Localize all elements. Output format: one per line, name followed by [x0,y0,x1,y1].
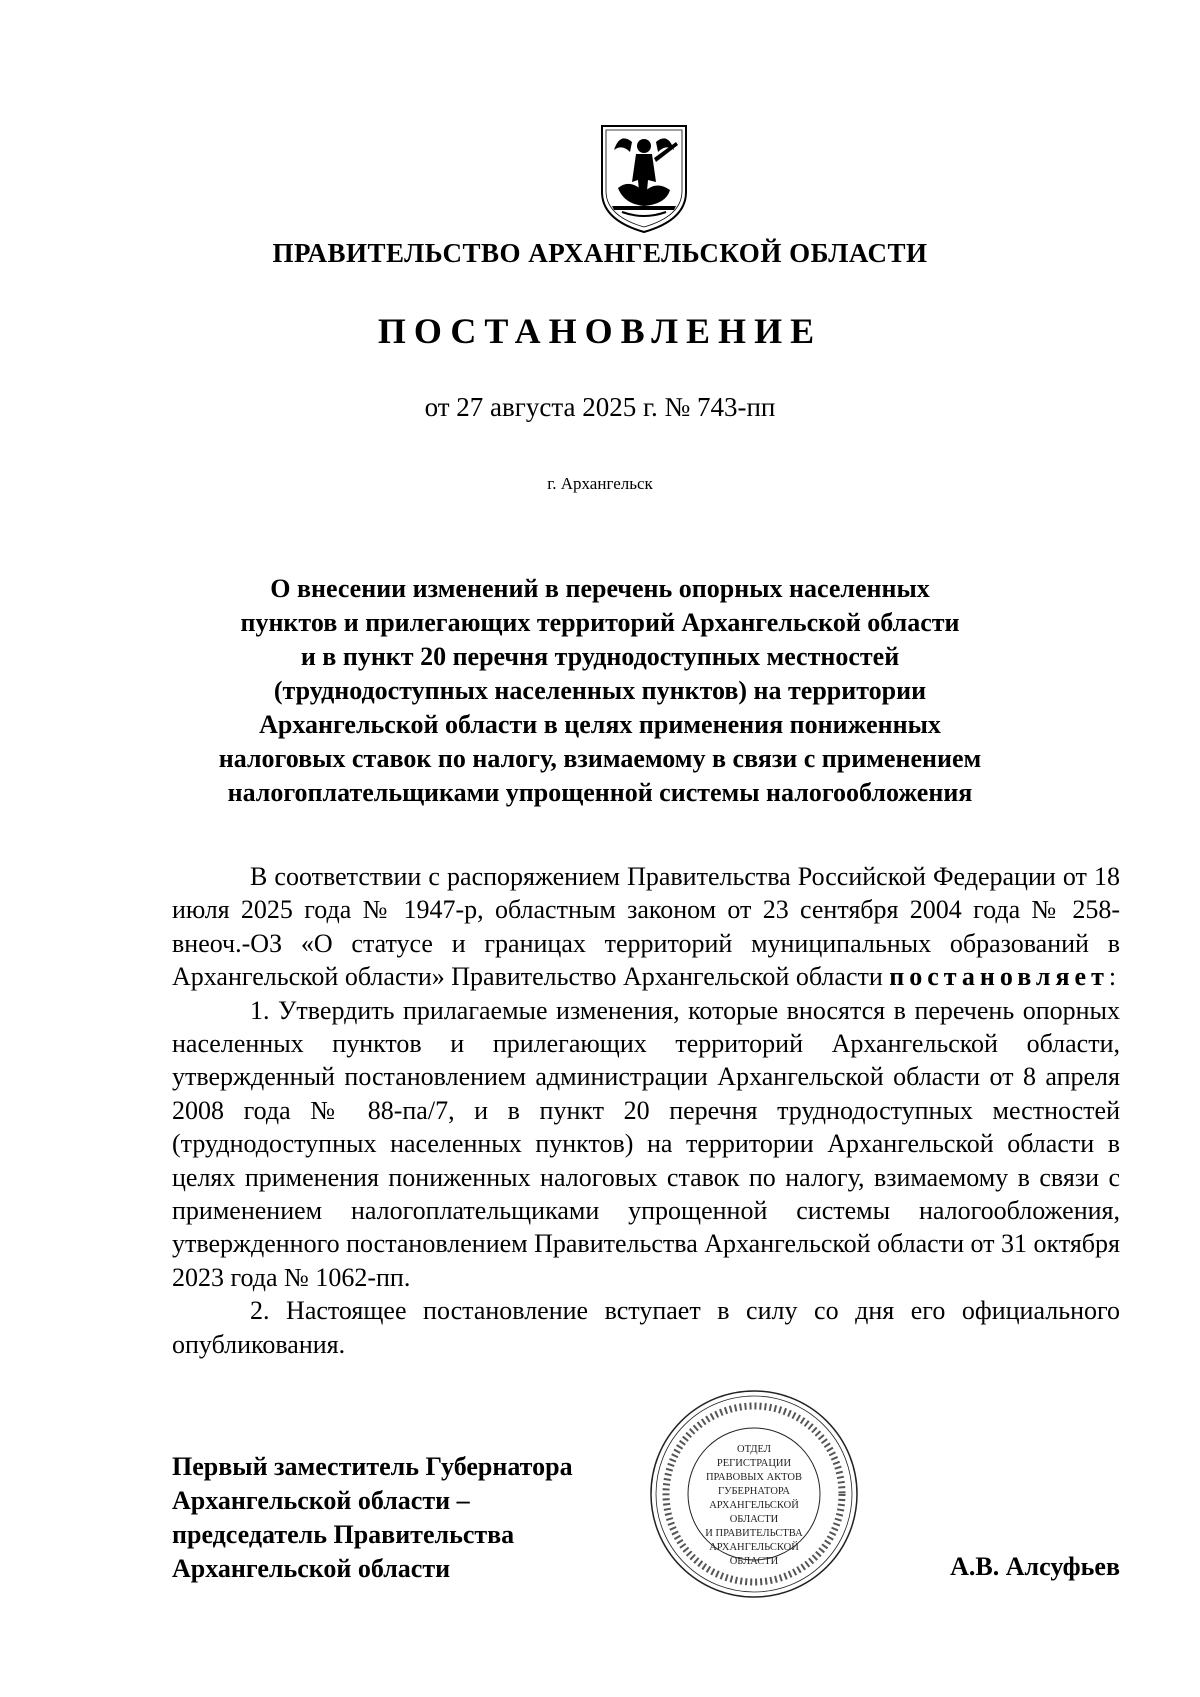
document-body [172,860,1120,1361]
document-type: ПОСТАНОВЛЕНИЕ [377,311,823,351]
position-line: Первый заместитель Губернатора [172,1452,573,1481]
signatory-position [172,1450,573,1586]
position-line: председатель Правительства [172,1520,515,1549]
seal-line: ПРАВОВЫХ АКТОВ [705,1472,803,1483]
document-subject-title [150,572,1050,810]
seal-line: АРХАНГЕЛЬСКОЙ [709,1542,799,1553]
title-line: пунктов и прилегающих территорий Архангельской области [240,608,960,637]
title-line: О внесении изменений в перечень опорных населенных [270,574,930,603]
city-label: г. Архангельск [547,474,653,493]
item-2-paragraph: 2. Настоящее постановление вступает в силу со дня его официального опубликования. [172,1296,1120,1359]
document-date-number: от 27 августа 2025 г. № 743-пп [424,392,776,422]
title-line: налогоплательщиками упрощенной системы налогообложения [227,778,973,807]
seal-line: ОТДЕЛ [737,1444,771,1455]
position-line: Архангельской области – [172,1486,470,1515]
preamble-text: В соответствии с распоряжением Правительства Российской Федерации от 18 июля 2025 года № 1947-р, областным законом от 23 сентября 2004 года № 258-внеоч.-ОЗ «О статусе и границах территорий муниципальных образований в Архангельской области» Правительство Архангельской области [172,862,1120,992]
coat-of-arms-icon [596,122,692,234]
title-line: и в пункт 20 перечня труднодоступных местностей [300,642,900,671]
seal-line: РЕГИСТРАЦИИ [716,1458,792,1469]
position-line: Архангельской области [172,1554,451,1583]
seal-line: ГУБЕРНАТОРА [718,1486,790,1497]
title-line: (труднодоступных населенных пунктов) на территории [273,676,927,705]
official-seal-stamp [648,1388,860,1600]
signatory-name: А.В. Алсуфьев [950,1552,1120,1581]
seal-inner-text [705,1444,803,1567]
resolves-word: постановляет [889,962,1109,992]
seal-line: И ПРАВИТЕЛЬСТВА [705,1528,803,1539]
resolves-punct: : [1108,962,1117,992]
title-line: Архангельской области в целях применения пониженных [259,710,941,739]
seal-line: ОБЛАСТИ [729,1514,779,1525]
organization-title: ПРАВИТЕЛЬСТВО АРХАНГЕЛЬСКОЙ ОБЛАСТИ [272,238,928,268]
item-1-paragraph: 1. Утвердить прилагаемые изменения, которые вносятся в перечень опорных населенных пунктов и прилегающих территорий Архангельской области, утвержденный постановлением администрации Архангельской области от 8 апреля 2008 года № 88-па/7, и в пункт 20 перечня труднодоступных местностей (труднодоступных населенных пунктов) на территории Архангельской области в целях применения пониженных налоговых ставок по налогу, взимаемому в связи с применением налогоплательщиками упрощенной системы налогообложения, утвержденного постановлением Правительства Архангельской области от 31 октября 2023 года № 1062-пп. [172,995,1120,1292]
title-line: налоговых ставок по налогу, взимаемому в связи с применением [218,744,982,773]
preamble-paragraph [172,860,1120,994]
seal-line: АРХАНГЕЛЬСКОЙ [709,1500,799,1511]
seal-line: ОБЛАСТИ [729,1556,779,1567]
